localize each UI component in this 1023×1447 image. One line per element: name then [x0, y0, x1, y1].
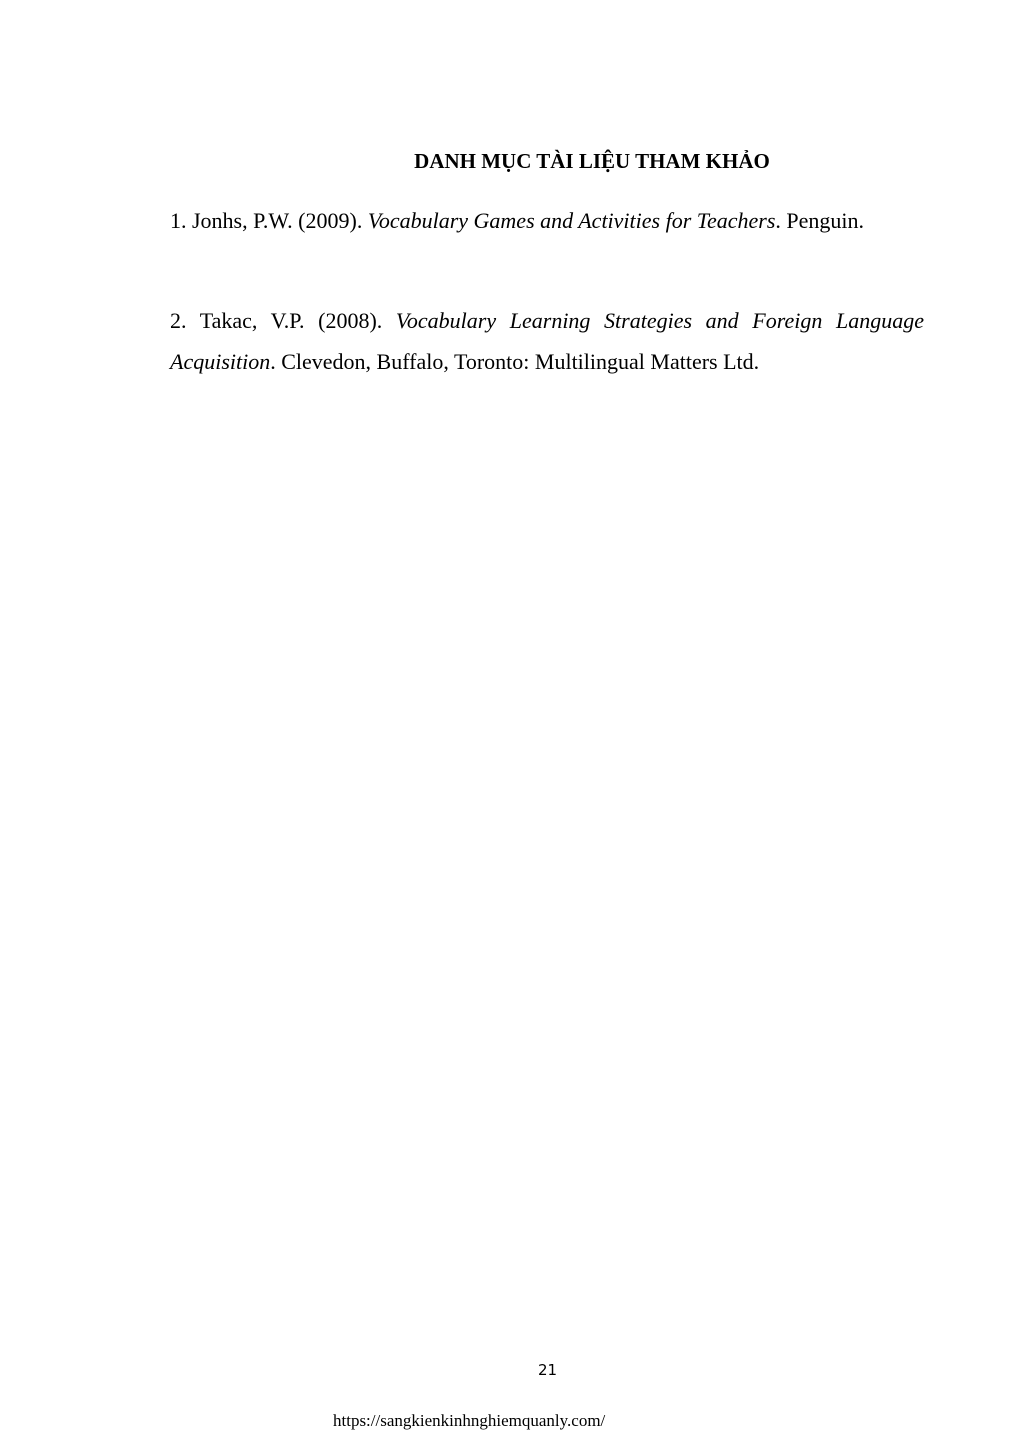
reference-1-author: 1. Jonhs, P.W. (2009). [170, 208, 368, 233]
reference-2-publisher: . Clevedon, Buffalo, Toronto: Multilingual Matters Ltd. [270, 349, 760, 374]
reference-2-title: Vocabulary Learning Strategies and Foreign Language Acquisition [170, 308, 924, 374]
reference-2-author: 2. Takac, V.P. (2008). [170, 308, 396, 333]
reference-item-2 [170, 300, 924, 382]
reference-1-publisher: . Penguin. [775, 208, 865, 233]
page-number: 21 [537, 1361, 558, 1379]
page-title: DANH MỤC TÀI LIỆU THAM KHẢO [414, 149, 770, 173]
reference-1-title: Vocabulary Games and Activities for Teachers [367, 208, 776, 233]
footer-url: https://sangkienkinhnghiemquanly.com/ [333, 1411, 606, 1430]
reference-item-1 [170, 200, 924, 241]
